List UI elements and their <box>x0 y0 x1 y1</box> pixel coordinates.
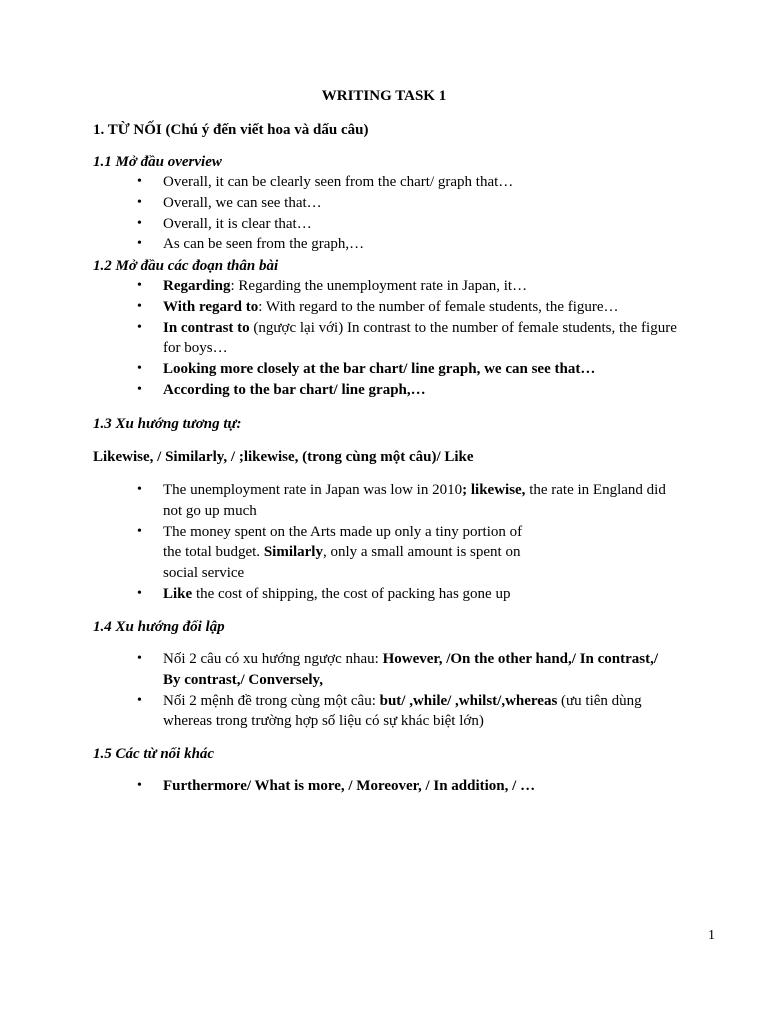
list-item <box>93 297 693 318</box>
list-item-text: The money spent on the Arts made up only a tiny portion of the total budget. <box>163 523 523 561</box>
section-1-2-list <box>93 276 693 401</box>
list-item <box>93 359 693 380</box>
list-item-text: (ưu tiên dùng whereas trong trường hợp số liệu có sự khác biệt lớn) <box>163 692 642 730</box>
bullet-icon: • <box>137 482 142 497</box>
list-item-bold: However, /On the other hand,/ In contrast,/ By contrast,/ Conversely, <box>163 651 659 688</box>
bullet-icon: • <box>137 651 142 666</box>
section-1-3-connectors: Likewise, / Similarly, / ;likewise, (trong cùng một câu)/ Like <box>93 449 474 465</box>
list-item-bold: Similarly <box>263 544 323 561</box>
bullet-icon: • <box>137 778 142 793</box>
list-item-text: Nối 2 câu có xu hướng ngược nhau: <box>163 651 383 667</box>
list-item <box>93 318 693 360</box>
section-1-3-heading: 1.3 Xu hướng tương tự: <box>93 416 242 432</box>
list-item-bold: With regard to <box>163 298 259 315</box>
bullet-icon: • <box>137 174 142 189</box>
list-item <box>93 480 673 522</box>
list-item-text: As can be seen from the graph,… <box>163 236 365 253</box>
list-item-bold: ; likewise, <box>462 482 526 498</box>
bullet-icon: • <box>137 278 142 293</box>
bullet-icon: • <box>137 319 142 335</box>
list-item <box>93 234 693 255</box>
list-item-bold: Like <box>163 585 193 602</box>
list-item-bold: Regarding <box>163 278 231 294</box>
bullet-icon: • <box>137 236 142 252</box>
section-1-5-list <box>93 776 693 797</box>
section-1-heading: 1. TỪ NỐI (Chú ý đến viết hoa và dấu câu) <box>93 122 369 138</box>
section-1-4-list <box>93 649 673 732</box>
bullet-icon: • <box>137 194 142 210</box>
list-item-text: (ngược lại với) In contrast to the number of female students, the figure for boys… <box>163 319 677 357</box>
bullet-icon: • <box>137 381 142 397</box>
list-item <box>93 276 693 297</box>
list-item-bold: Furthermore/ What is more, / Moreover, / In addition, / … <box>163 778 536 794</box>
page-number: 1 <box>708 928 715 943</box>
list-item-text: Overall, we can see that… <box>163 194 322 211</box>
list-item <box>93 172 693 193</box>
list-item-bold: In contrast to <box>163 319 250 336</box>
bullet-icon: • <box>137 298 142 314</box>
document-title: WRITING TASK 1 <box>321 88 447 104</box>
list-item <box>93 776 693 797</box>
list-item-text: the cost of shipping, the cost of packing has gone up <box>192 585 511 602</box>
list-item <box>93 691 673 733</box>
section-1-2-heading: 1.2 Mở đầu các đoạn thân bài <box>93 258 279 274</box>
section-1-1-heading: 1.1 Mở đầu overview <box>93 154 222 170</box>
list-item-bold: but/ ,while/ ,whilst/,whereas <box>379 692 558 709</box>
section-1-1-list <box>93 172 693 255</box>
bullet-icon: • <box>137 361 142 377</box>
list-item-text: the rate in England did not go up much <box>163 482 666 519</box>
list-item-text: : With regard to the number of female students, the figure… <box>258 298 619 315</box>
list-item <box>93 584 673 605</box>
list-item-text: The unemployment rate in Japan was low in 2010 <box>163 482 463 498</box>
list-item-text: : Regarding the unemployment rate in Japan, it… <box>230 278 528 294</box>
list-item-bold: Looking more closely at the bar chart/ line graph, we can see that… <box>163 361 596 378</box>
bullet-icon: • <box>137 585 142 601</box>
bullet-icon: • <box>137 523 142 539</box>
list-item <box>93 380 693 401</box>
list-item <box>93 214 693 235</box>
bullet-icon: • <box>137 692 142 708</box>
section-1-5-heading: 1.5 Các từ nối khác <box>93 746 215 762</box>
list-item-text: Overall, it can be clearly seen from the chart/ graph that… <box>163 174 514 190</box>
list-item <box>93 649 673 691</box>
list-item-bold: According to the bar chart/ line graph,… <box>163 381 426 398</box>
list-item-text: Overall, it is clear that… <box>163 215 312 232</box>
list-item-text: Nối 2 mệnh đề trong cùng một câu: <box>163 692 380 709</box>
section-1-3-list <box>93 480 673 605</box>
bullet-icon: • <box>137 215 142 231</box>
list-item-text: , only a small amount is spent on social service <box>163 544 521 582</box>
list-item <box>93 522 523 584</box>
list-item <box>93 193 693 214</box>
section-1-4-heading: 1.4 Xu hướng đối lập <box>93 619 225 635</box>
